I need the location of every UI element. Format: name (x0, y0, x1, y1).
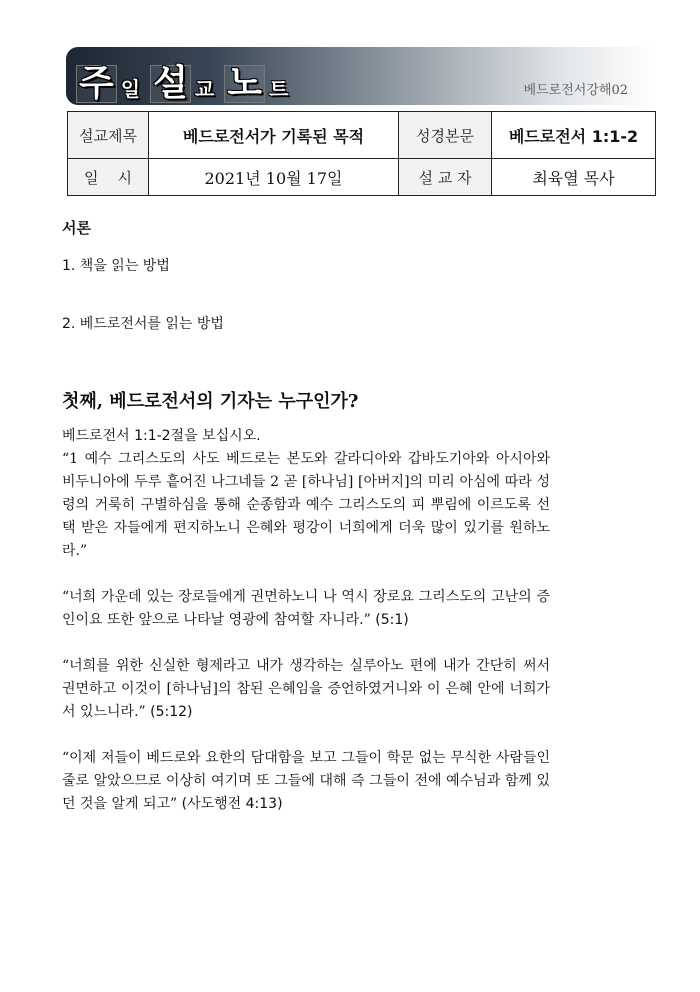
sermon-info-table (67, 111, 656, 196)
banner-char: 주 (76, 65, 117, 103)
banner-char: 트 (269, 77, 289, 101)
quote-reference: (5:12) (145, 704, 193, 720)
intro-item: 1. 책을 읽는 방법 (62, 258, 170, 274)
section-title: 첫째, 베드로전서의 기자는 누구인가? (62, 391, 359, 412)
banner-title (76, 51, 298, 103)
scripture-label: 성경본문 (399, 112, 492, 159)
quote-text: “1 예수 그리스도의 사도 베드로는 본도와 갈라디아와 갑바도기아와 아시아와 비두니아에 두루 흩어진 나그네들 2 곧 [하나님] [아버지]의 미리 아심에 따라 성령의 거룩히 구별하심을 통해 순종함과 예수 그리스도의 피 뿌림에 이르도록 선택 받은 자들에게 편지하노니 은혜와 평강이 너희에게 더욱 많이 있기를 원하노라.” (62, 451, 550, 559)
series-label: 베드로전서강해02 (523, 83, 628, 98)
quote-reference: (5:1) (370, 612, 409, 628)
quote-text: “너희 가운데 있는 장로들에게 권면하노니 나 역시 장로요 그리스도의 고난의 증인이요 또한 앞으로 나타날 영광에 참여할 자니라.” (62, 589, 550, 628)
date-label: 일 시 (68, 159, 149, 196)
title-label: 설교제목 (68, 112, 149, 159)
scripture-quote (62, 655, 550, 724)
scripture-quote (62, 747, 550, 816)
sermon-body (62, 217, 550, 816)
section-lead: 베드로전서 1:1-2절을 보십시오. (62, 428, 261, 444)
info-row (68, 159, 656, 196)
scripture-quote (62, 448, 550, 563)
intro-item: 2. 베드로전서를 읽는 방법 (62, 316, 224, 332)
preacher-value: 최육열 목사 (492, 159, 656, 196)
banner-char: 설 (150, 65, 191, 103)
title-value: 베드로전서가 기록된 목적 (149, 112, 399, 159)
preacher-label: 설 교 자 (399, 159, 492, 196)
banner-char: 노 (224, 65, 265, 103)
quote-reference: (사도행전 4:13) (177, 796, 283, 812)
info-row (68, 112, 656, 159)
scripture-quote (62, 586, 550, 632)
scripture-value: 베드로전서 1:1-2 (492, 112, 656, 159)
quote-text: “너희를 위한 신실한 형제라고 내가 생각하는 실루아노 편에 내가 간단히 써서 권면하고 이것이 [하나님]의 참된 은혜임을 증언하였거니와 이 은혜 안에 너희가 서 있느니라.” (62, 658, 550, 720)
banner-char: 교 (194, 77, 215, 101)
date-value: 2021년 10월 17일 (149, 159, 399, 196)
banner-char: 일 (120, 77, 141, 101)
header-banner (66, 47, 656, 105)
quote-text: “이제 저들이 베드로와 요한의 담대함을 보고 그들이 학문 없는 무식한 사람들인 줄로 알았으므로 이상히 여기며 또 그들에 대해 즉 그들이 전에 예수님과 함께 있던 것을 알게 되고” (62, 750, 550, 812)
intro-heading: 서론 (62, 219, 91, 237)
